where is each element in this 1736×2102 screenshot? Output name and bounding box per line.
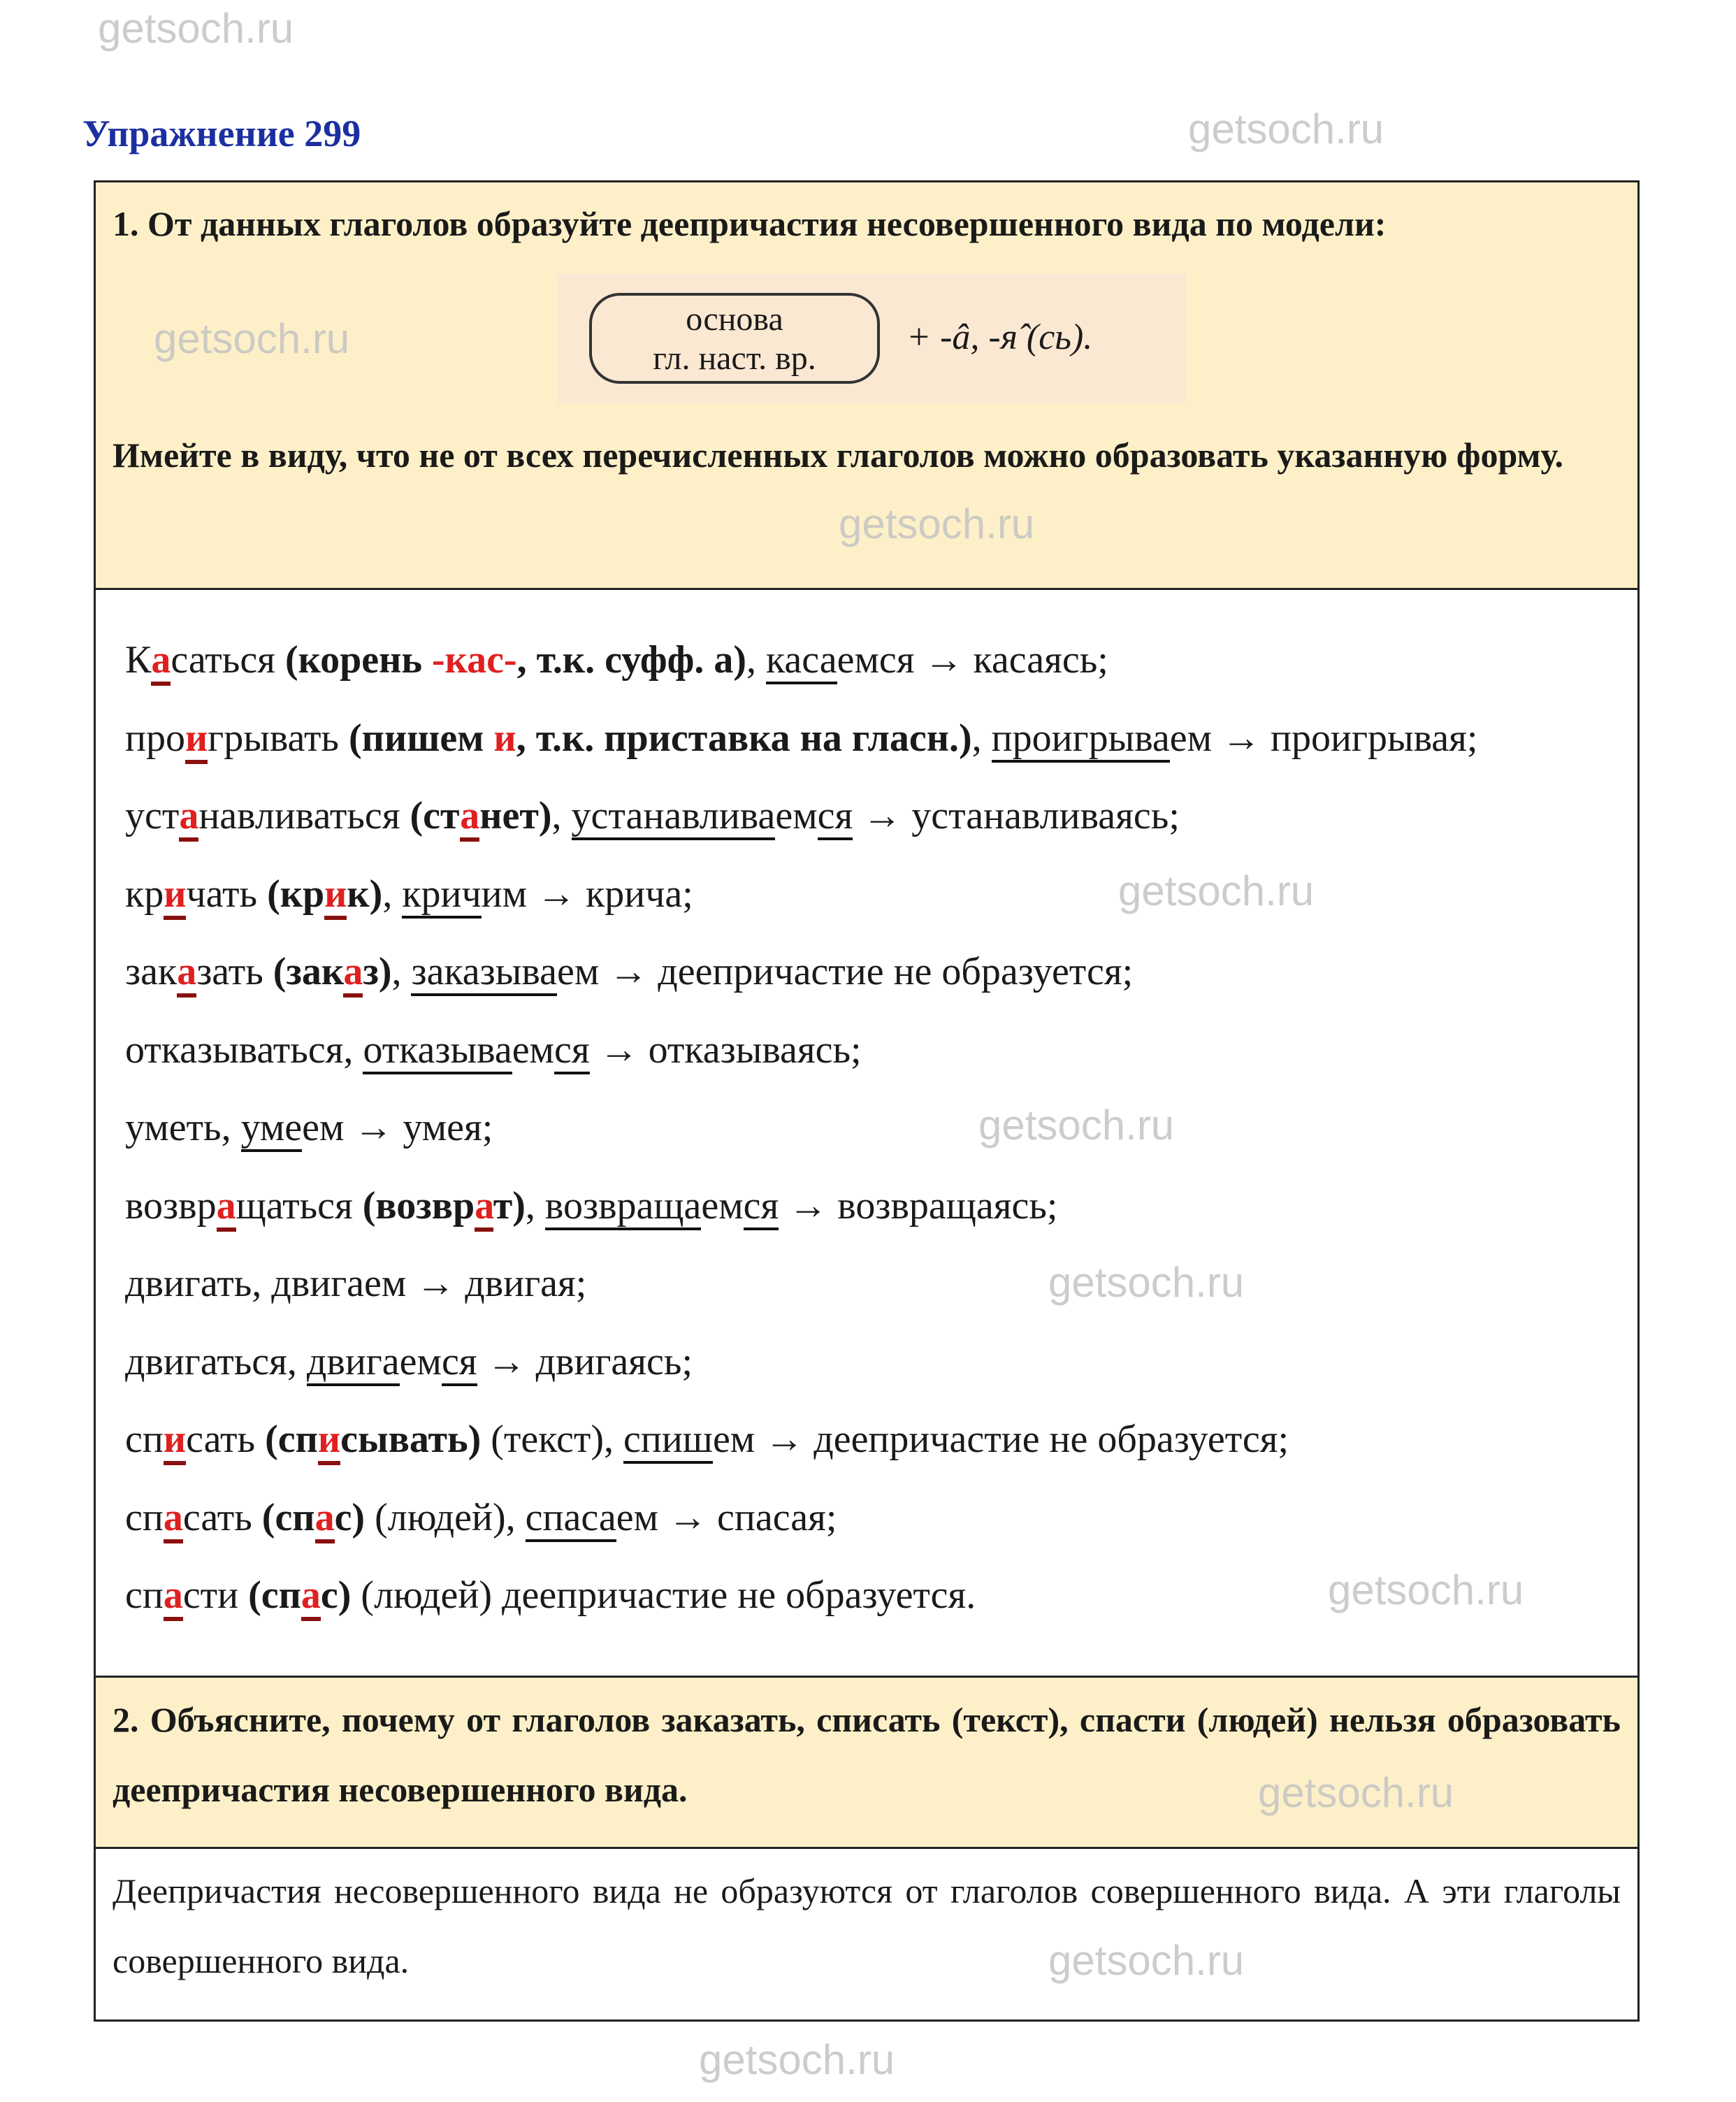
task-1-note: Имейте в виду, что не от всех перечисленных глаголов можно образовать указанную форму. [113,435,1564,475]
text-segment: (возвр [362,1183,475,1228]
underlined-stem: спаса [526,1496,616,1542]
text-segment: щаться [236,1183,363,1228]
answer-2-panel [94,1847,1640,2022]
text-segment: (корень [284,638,432,682]
watermark: getsoch.ru [1118,868,1315,914]
highlighted-letter: а [151,638,171,686]
text-segment: двигаться, [125,1339,307,1383]
text-segment: навливаться [198,794,410,837]
highlighted-letter: а [315,1496,335,1543]
text-segment: двигать, двигаем → двигая; [125,1262,587,1305]
answer-line [125,1167,1623,1246]
text-segment: (пишем [348,716,494,760]
text-segment: (текст), [481,1418,624,1461]
highlighted-letter: и [324,872,347,920]
answer-line [125,621,1623,700]
answer-2-text: Деепричастия несовершенного вида не образуются от глаголов совершенного вида. А эти глаголы совершенного вида. [113,1871,1621,1980]
text-segment: сывать) [340,1418,482,1461]
text-segment: саться [171,638,285,682]
text-segment: ем → деепричастие не образуется; [712,1418,1289,1461]
text-segment: К [125,638,152,682]
text-segment: отказываться, [125,1028,363,1072]
text-segment: грывать [208,716,349,760]
highlighted-letter: а [343,950,363,998]
formula-model [557,273,1186,403]
highlighted-letter: а [475,1184,493,1232]
watermark: getsoch.ru [839,501,1035,547]
underlined-stem: ся [442,1340,477,1386]
text-segment: з) [363,950,392,993]
underlined-stem: возвраща [545,1184,701,1230]
text-segment: , [525,1183,545,1228]
text-segment: к) [347,872,383,916]
answer-line [125,856,1623,934]
highlighted-letter: и [185,717,208,764]
exercise-title: Упражнение 299 [82,113,361,154]
underlined-stem: проигрыва [992,717,1170,763]
text-segment: емся → касаясь; [837,638,1108,682]
highlighted-letter: а [164,1496,183,1543]
answer-line [125,700,1623,778]
watermark: getsoch.ru [699,2036,895,2083]
text-segment: с) [320,1574,352,1617]
watermark: getsoch.ru [1048,1937,1245,1984]
answer-line [125,1323,1623,1402]
text-segment: (сп [248,1574,301,1617]
text-segment: (сп [265,1418,318,1461]
watermark: getsoch.ru [98,5,294,52]
text-segment: сать [182,1495,262,1539]
underlined-stem: уме [241,1106,303,1152]
text-segment: про [125,716,185,760]
underlined-stem: отказыва [363,1028,512,1074]
text-segment: , [391,950,412,993]
answer-line [125,1089,1623,1167]
text-segment: , т.к. суфф. а) [516,638,747,682]
answer-line [125,1401,1623,1479]
text-segment: ем [512,1028,554,1072]
text-segment: зак [125,950,178,993]
text-segment: , [746,638,767,682]
underlined-stem: каса [766,638,837,684]
text-segment: (зак [273,950,344,993]
formula-line-2: гл. наст. вр. [653,340,816,377]
underlined-stem: ся [554,1028,590,1074]
text-segment: т) [493,1183,526,1228]
underlined-stem: устанавлива [572,794,776,840]
highlighted-letter: а [217,1184,236,1232]
underlined-stem: двига [307,1340,400,1386]
highlighted-letter: и [164,1418,186,1465]
answer-line [125,1245,1623,1323]
text-segment: (ст [410,794,461,837]
text-segment: (сп [261,1495,315,1539]
highlighted-letter: а [179,794,198,842]
underlined-stem: заказыва [411,950,557,996]
text-segment: сп [125,1418,164,1461]
text-segment: → отказываясь; [589,1028,862,1072]
text-segment: → устанавливаясь; [853,794,1180,837]
underlined-stem: ся [818,794,853,840]
underlined-stem: крич [402,872,481,919]
text-segment: нет) [479,794,552,837]
text-segment: , [382,872,403,916]
highlighted-letter: и [493,716,516,760]
task-1-question: 1. От данных глаголов образуйте деепричастия несовершенного вида по модели: [113,204,1387,243]
text-segment: кр [125,872,164,916]
formula-suffix: + -â, -я̂ (сь). [906,317,1093,357]
text-segment: им → крича; [481,872,693,916]
text-segment: сп [125,1574,164,1617]
formula-line-1: основа [686,301,783,338]
text-segment: → двигаясь; [477,1339,693,1383]
text-segment: ем [775,794,818,837]
text-segment: , [551,794,572,837]
watermark: getsoch.ru [978,1102,1175,1149]
watermark: getsoch.ru [154,315,350,362]
text-segment: ем → проигрывая; [1169,716,1478,760]
text-segment: ем → умея; [302,1106,493,1149]
answer-line [125,933,1623,1012]
text-segment: (людей) деепричастие не образуется. [351,1574,976,1617]
text-segment: возвр [125,1183,217,1228]
watermark: getsoch.ru [1048,1259,1245,1306]
highlighted-letter: а [164,1574,183,1621]
highlighted-letter: а [460,794,479,842]
task-2-panel [94,1676,1640,1849]
task-2-question: 2. Объясните, почему от глаголов заказать, списать (текст), спасти (людей) нельзя образовать деепричастия несовершенного вида. [113,1700,1621,1809]
underlined-stem: спиш [623,1418,713,1464]
text-segment: ем [701,1183,744,1228]
text-segment: сп [125,1495,164,1539]
text-segment: уметь, [125,1106,241,1149]
text-segment: сти [182,1574,249,1617]
text-segment: зать [196,950,273,993]
highlighted-letter: -кас- [432,638,517,682]
text-segment: , т.к. приставка на гласн.) [516,716,972,760]
answer-line [125,1012,1623,1090]
highlighted-letter: а [301,1574,321,1621]
text-segment: сать [186,1418,266,1461]
watermark: getsoch.ru [1188,106,1384,152]
stem-oval [589,293,880,384]
underlined-stem: ся [744,1184,779,1230]
answer-line [125,1479,1623,1557]
text-segment: , [971,716,992,760]
text-segment: (кр [267,872,325,916]
text-segment: чать [186,872,268,916]
text-segment: ем [399,1339,442,1383]
answer-line [125,777,1623,856]
text-segment: (людей), [365,1495,526,1539]
text-segment: ем → деепричастие не образуется; [556,950,1134,993]
watermark: getsoch.ru [1328,1567,1524,1613]
answer-lines [125,621,1623,1635]
watermark: getsoch.ru [1258,1769,1454,1816]
text-segment: с) [334,1495,366,1539]
highlighted-letter: и [318,1418,340,1465]
text-segment: → возвращаясь; [779,1183,1058,1228]
answers-panel [94,588,1640,1678]
highlighted-letter: и [164,872,186,920]
highlighted-letter: а [177,950,196,998]
text-segment: ем → спасая; [616,1495,837,1539]
text-segment: уст [125,794,180,837]
